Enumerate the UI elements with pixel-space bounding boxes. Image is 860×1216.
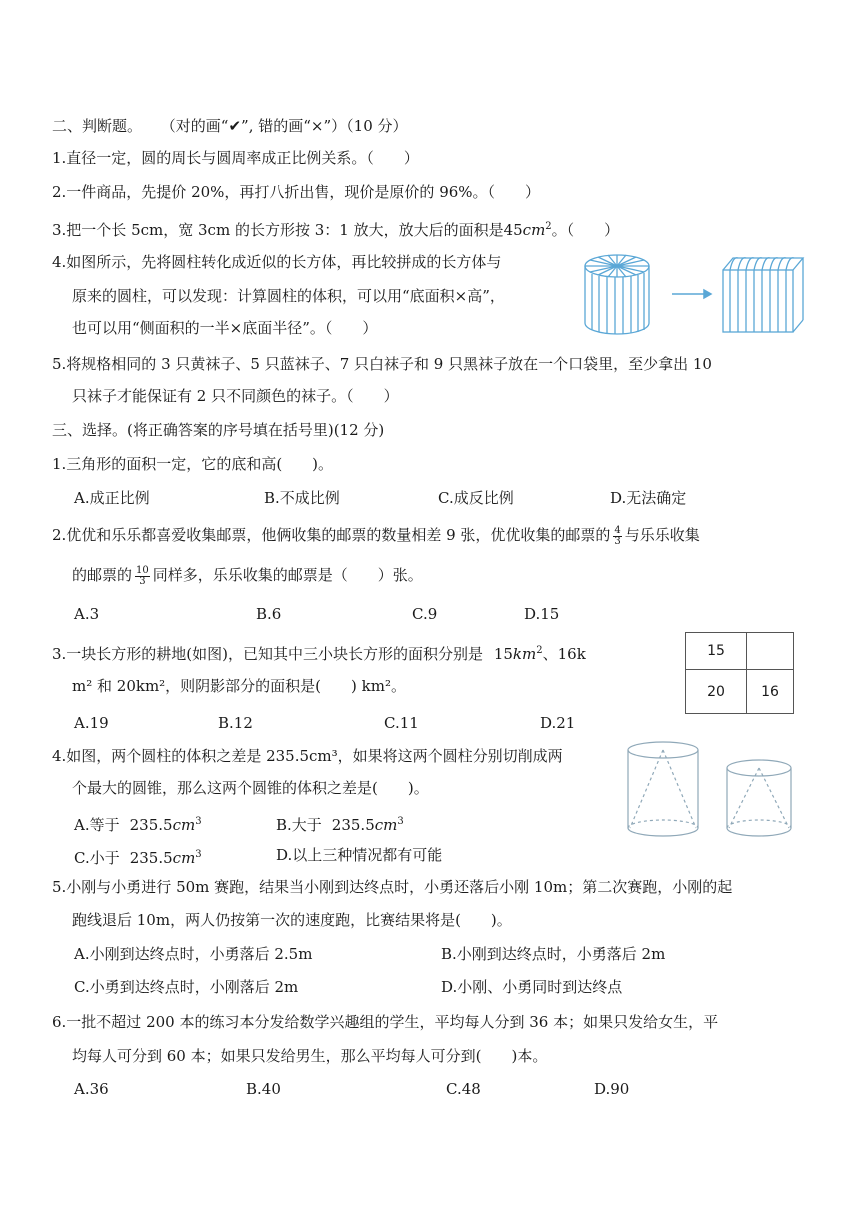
choice-q6-option-d[interactable]: D.90 (594, 1080, 630, 1098)
choice-q3-line1: 3.一块长方形的耕地(如图)，已知其中三小块长方形的面积分别是 $15km^2$、16k (52, 645, 586, 663)
choice-q6-line1: 6.一批不超过 200 本的练习本分发给数学兴趣组的学生，平均每人分到 36 本；如果只发给女生，平 (52, 1013, 719, 1031)
judge-q5-line2: 只袜子才能保证有 2 只不同颜色的袜子。（ ） (72, 387, 399, 405)
choice-q3-line1-a: 3.一块长方形的耕地(如图)，已知其中三小块长方形的面积分别是 (52, 645, 484, 663)
choice-q3-option-a[interactable]: A.19 (74, 714, 109, 732)
choice-q3-value: 15 (493, 645, 513, 663)
choice-q6-option-c[interactable]: C.48 (446, 1080, 481, 1098)
choice-q2-line2-b: 同样多，乐乐收集的邮票是（ ）张。 (152, 566, 423, 584)
choice-q5-line2: 跑线退后 10m，两人仍按第一次的速度跑，比赛结果将是( )。 (72, 911, 512, 929)
choice-q5-option-c[interactable]: C.小勇到达终点时，小刚落后 2m (74, 978, 299, 996)
fraction-10-3: $\frac{10}{3}$ (136, 564, 149, 587)
choice-q4-option-a[interactable]: A.等于 $235.5cm^3$ (74, 816, 202, 834)
fraction-4-3: $\frac{4}{3}$ (614, 524, 621, 547)
section3-title: 三、选择。(将正确答案的序号填在括号里)(12 分) (52, 421, 385, 439)
choice-q3-option-d[interactable]: D.21 (540, 714, 576, 732)
judge-q4-line1: 4.如图所示，先将圆柱转化成近似的长方体，再比较拼成的长方体与 (52, 253, 502, 271)
choice-q1-option-a[interactable]: A.成正比例 (74, 489, 150, 507)
choice-q3-line2: m² 和 20km²，则阴影部分的面积是( ) km²。 (72, 677, 406, 695)
choice-q2-option-d[interactable]: D.15 (524, 605, 560, 623)
cylinder-transform-figure (580, 248, 810, 338)
choice-q2-line1 (52, 524, 700, 547)
judge-q3-unit: cm (522, 221, 546, 239)
choice-q2-line1-a: 2.优优和乐乐都喜爱收集邮票，他俩收集的邮票的数量相差 9 张，优优收集的邮票的 (52, 526, 611, 544)
choice-q1-option-b[interactable]: B.不成比例 (264, 489, 340, 507)
judge-q1: 1.直径一定，圆的周长与圆周率成正比例关系。（ ） (52, 149, 419, 167)
choice-q6-option-b[interactable]: B.40 (246, 1080, 281, 1098)
choice-q2-line1-b: 与乐乐收集 (624, 526, 700, 544)
cylinders-cones-figure (624, 740, 808, 840)
choice-q5-option-b[interactable]: B.小刚到达终点时，小勇落后 2m (441, 945, 666, 963)
choice-q5-option-d[interactable]: D.小刚、小勇同时到达终点 (441, 978, 623, 996)
choice-q6-option-a[interactable]: A.36 (74, 1080, 109, 1098)
judge-q3-tail: 。（ ） (551, 221, 620, 239)
judge-q4-line2: 原来的圆柱，可以发现：计算圆柱的体积，可以用“底面积×高”， (72, 287, 505, 305)
choice-q4-option-b[interactable]: B.大于 $235.5cm^3$ (276, 816, 404, 834)
choice-q4-option-d[interactable]: D.以上三种情况都有可能 (276, 846, 443, 864)
judge-q5-line1: 5.将规格相同的 3 只黄袜子、5 只蓝袜子、7 只白袜子和 9 只黑袜子放在一个口袋里，至少拿出 10 (52, 355, 712, 373)
choice-q6-line2: 均每人可分到 60 本；如果只发给男生，那么平均每人可分到( )本。 (72, 1047, 548, 1065)
choice-q3-option-c[interactable]: C.11 (384, 714, 419, 732)
choice-q1-option-d[interactable]: D.无法确定 (610, 489, 687, 507)
choice-q3-line1-b: 、16k (542, 645, 586, 663)
judge-q2: 2.一件商品，先提价 20%，再打八折出售，现价是原价的 96%。（ ） (52, 183, 541, 201)
choice-q4-option-c[interactable]: C.小于 $235.5cm^3$ (74, 849, 202, 867)
grid-cell-top-right-shaded (747, 633, 793, 669)
section2-title: 二、判断题。 (52, 117, 143, 135)
choice-q3-option-b[interactable]: B.12 (218, 714, 253, 732)
choice-q2-line2 (72, 564, 423, 587)
choice-q2-line2-a: 的邮票的 (72, 566, 133, 584)
choice-q2-option-a[interactable]: A.3 (74, 605, 100, 623)
grid-cell-top-left: 15 (707, 643, 725, 659)
grid-cell-bottom-left: 20 (707, 683, 725, 700)
choice-q4-line2: 个最大的圆锥，那么这两个圆锥的体积之差是( )。 (72, 779, 429, 797)
section2-heading (52, 115, 408, 137)
choice-q5-option-a[interactable]: A.小刚到达终点时，小勇落后 2.5m (74, 945, 313, 963)
choice-q5-line1: 5.小刚与小勇进行 50m 赛跑，结果当小刚到达终点时，小勇还落后小刚 10m；第二次赛跑，小刚的起 (52, 878, 733, 896)
grid-cell-bottom-right: 16 (761, 683, 779, 700)
choice-q4-line1: 4.如图，两个圆柱的体积之差是 235.5cm³，如果将这两个圆柱分别切削成两 (52, 747, 563, 765)
choice-q3-unit: km (512, 645, 537, 663)
choice-q1-option-c[interactable]: C.成反比例 (438, 489, 514, 507)
field-area-grid (685, 632, 794, 714)
judge-q3-text: 3.把一个长 5cm，宽 3cm 的长方形按 3：1 放大，放大后的面积是 (52, 221, 504, 239)
judge-q3: 3.把一个长 5cm，宽 3cm 的长方形按 3：1 放大，放大后的面积是$45cm^2$。（ ） (52, 221, 620, 239)
judge-q4-line3: 也可以用“侧面积的一半×底面半径”。（ ） (72, 319, 378, 337)
choice-q2-option-b[interactable]: B.6 (256, 605, 282, 623)
choice-q2-option-c[interactable]: C.9 (412, 605, 438, 623)
judge-q3-value: 45 (503, 221, 523, 239)
section2-note: （对的画“✔”, 错的画“×”）（10 分） (160, 117, 408, 135)
choice-q1-stem: 1.三角形的面积一定，它的底和高( )。 (52, 455, 334, 473)
